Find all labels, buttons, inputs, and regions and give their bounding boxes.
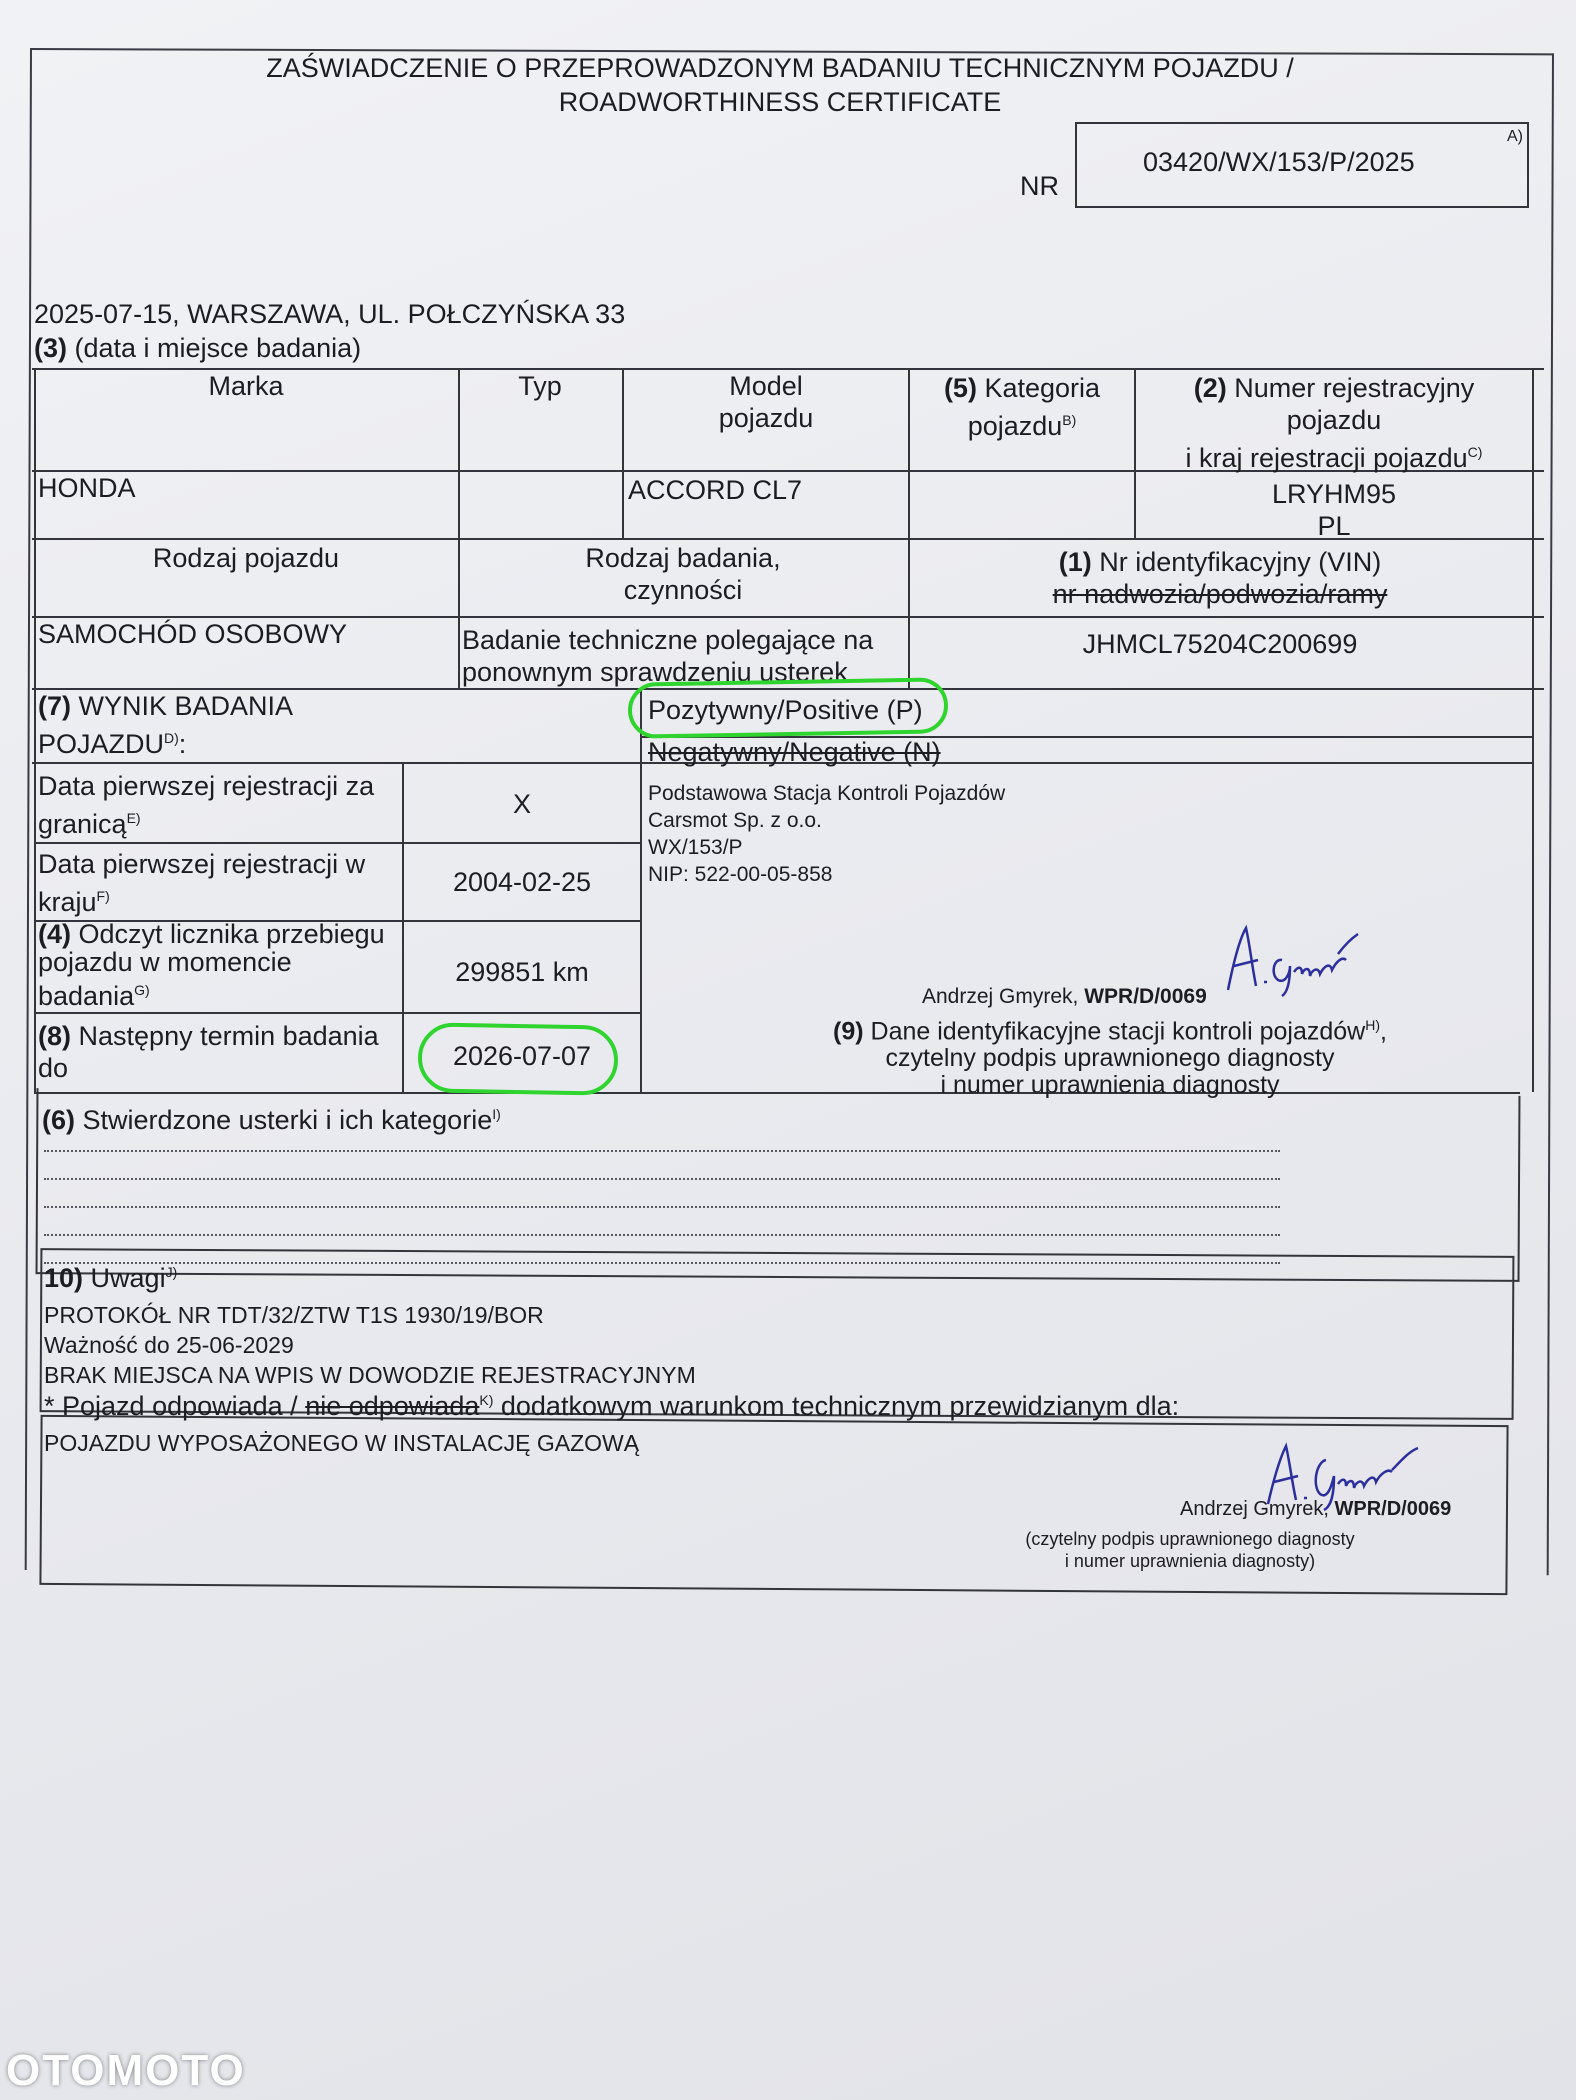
- value-model: ACCORD CL7: [628, 475, 803, 505]
- notes-line-3: BRAK MIEJSCA NA WPIS W DOWODZIE REJESTRACYJNYM: [44, 1362, 696, 1388]
- defects-line-2: [44, 1178, 1280, 1180]
- additional-statement: * Pojazd odpowiada / nie odpowiada$^{K)}$ dodatkowym warunkom technicznym przewidzianym dla:: [44, 1391, 1180, 1421]
- title-line-2: ROADWORTHINESS CERTIFICATE: [558, 87, 1002, 117]
- header-typ: Typ: [518, 371, 562, 401]
- value-rodzaj-pojazdu: SAMOCHÓD OSOBOWY: [38, 619, 348, 649]
- value-next-inspection: 2026-07-07: [452, 1041, 592, 1071]
- header-rodzaj-badania: Rodzaj badania, czynności: [585, 543, 781, 605]
- header-registration: (2) Numer rejestracyjny pojazdu i kraj rejestracji pojazdu$^{C)}$: [1185, 373, 1483, 473]
- header-model: Model pojazdu: [718, 371, 814, 433]
- inspection-date-place-label: (3) (data i miejsce badania): [34, 333, 362, 363]
- additional-value: POJAZDU WYPOSAŻONEGO W INSTALACJĘ GAZOWĄ: [44, 1430, 640, 1456]
- value-rodzaj-badania: Badanie techniczne polegające na ponownym sprawdzeniu usterek: [462, 625, 874, 687]
- result-negative: Negatywny/Negative (N): [648, 737, 941, 767]
- label-domestic-registration: Data pierwszej rejestracji w kraju$^{F)}$: [38, 849, 366, 917]
- result-positive: Pozytywny/Positive (P): [648, 695, 923, 725]
- notes-line-1: PROTOKÓŁ NR TDT/32/ZTW T1S 1930/19/BOR: [44, 1302, 544, 1328]
- additional-caption: (czytelny podpis uprawnionego diagnosty i numer uprawnienia diagnosty): [1025, 1529, 1355, 1571]
- highlight-next-inspection: [417, 1022, 618, 1095]
- defects-label: (6) Stwierdzone usterki i ich kategorie$^{I)}$: [42, 1105, 501, 1135]
- registration-number: LRYHM95: [1271, 479, 1397, 509]
- nr-label: NR: [1020, 171, 1059, 201]
- notes-line-2: Ważność do 25-06-2029: [44, 1332, 294, 1358]
- value-vin: JHMCL75204C200699: [1082, 629, 1358, 659]
- highlight-positive: [628, 677, 949, 739]
- certificate-number: 03420/WX/153/P/2025: [1143, 147, 1415, 177]
- defects-line-4: [44, 1234, 1280, 1236]
- title-line-1: ZAŚWIADCZENIE O PRZEPROWADZONYM BADANIU TECHNICZNYM POJAZDU /: [266, 53, 1294, 83]
- value-foreign-registration: X: [512, 789, 531, 819]
- registration-country: PL: [1317, 511, 1351, 541]
- station-company: Carsmot Sp. z o.o.: [648, 809, 822, 832]
- header-marka: Marka: [208, 371, 284, 401]
- notes-label: 10) Uwagi$^{J)}$: [44, 1263, 178, 1293]
- station-name: Podstawowa Stacja Kontroli Pojazdów: [648, 782, 1006, 805]
- label-foreign-registration: Data pierwszej rejestracji za granicą$^{E)}$: [38, 771, 375, 839]
- result-label: (7) WYNIK BADANIA $POJAZDU^{D)}$:: [38, 691, 294, 759]
- otomoto-watermark: OTOMOTO: [6, 2046, 246, 2095]
- label-odometer: (4) Odczyt licznika przebiegu pojazdu w momencie badania$^{G)}$: [38, 919, 385, 1011]
- station-code: WX/153/P: [648, 836, 743, 859]
- value-odometer: 299851 km: [455, 957, 589, 987]
- station-label: (9) Dane identyfikacyjne stacji kontroli pojazdów$^{H)}$, czytelny podpis uprawnionego diagnosty i numer uprawnienia diagnosty: [833, 1017, 1387, 1100]
- diagnosta-signature-2: [1260, 1440, 1430, 1514]
- station-details: [648, 780, 1005, 888]
- defects-line-1: [44, 1150, 1280, 1152]
- notes-content: [44, 1300, 696, 1390]
- nr-box: [1075, 122, 1529, 208]
- value-registration: [1136, 478, 1532, 542]
- header-rodzaj-pojazdu: Rodzaj pojazdu: [152, 543, 340, 573]
- station-diagnosta: Andrzej Gmyrek, WPR/D/0069: [922, 985, 1207, 1008]
- additional-diagnosta: Andrzej Gmyrek, WPR/D/0069: [1180, 1498, 1452, 1520]
- inspection-date-place: 2025-07-15, WARSZAWA, UL. POŁCZYŃSKA 33: [34, 299, 626, 329]
- diagnosta-signature-1: [1220, 920, 1370, 1000]
- header-vin: (1) Nr identyfikacyjny (VIN) nr nadwozia/podwozia/ramy: [1052, 547, 1388, 609]
- station-nip: NIP: 522-00-05-858: [648, 863, 833, 886]
- defects-line-3: [44, 1206, 1280, 1208]
- header-kategoria: (5) Kategoria pojazdu$^{B)}$: [943, 373, 1101, 441]
- label-next-inspection: (8) Następny termin badania do: [38, 1021, 379, 1083]
- value-marka: HONDA: [38, 473, 136, 503]
- value-domestic-registration: 2004-02-25: [452, 867, 592, 897]
- nr-footnote: A): [1507, 128, 1523, 145]
